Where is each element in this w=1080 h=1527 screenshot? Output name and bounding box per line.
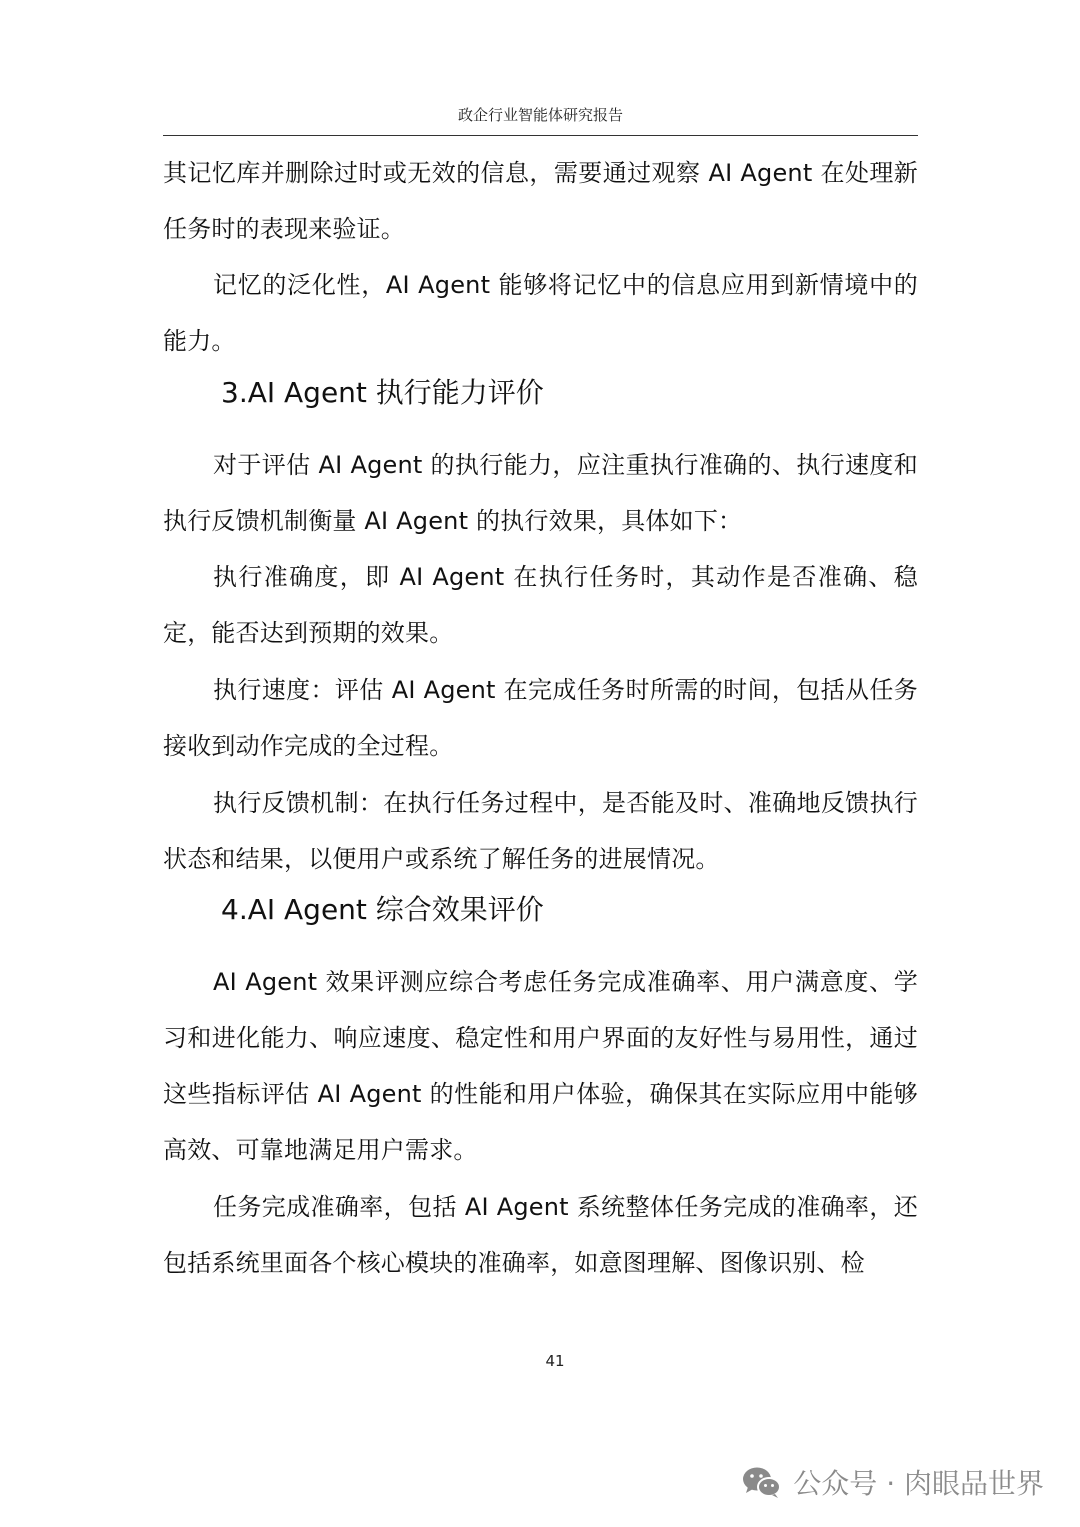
running-header: 政企行业智能体研究报告 [457, 106, 623, 124]
watermark [741, 1462, 1044, 1502]
wechat-icon [741, 1464, 783, 1500]
section-heading: 4.AI Agent 综合效果评价 [221, 893, 544, 926]
paragraph: 执行速度：评估 AI Agent 在完成任务时所需的时间，包括从任务接收到动作完成的全过程。 [163, 676, 918, 760]
header-rule [163, 135, 918, 136]
section-heading: 3.AI Agent 执行能力评价 [221, 376, 544, 409]
paragraph: 任务完成准确率，包括 AI Agent 系统整体任务完成的准确率，还包括系统里面各个核心模块的准确率，如意图理解、图像识别、检 [163, 1193, 918, 1277]
page-number: 41 [545, 1352, 565, 1370]
paragraph: 执行准确度，即 AI Agent 在执行任务时，其动作是否准确、稳定，能否达到预期的效果。 [163, 563, 918, 647]
paragraph: 其记忆库并删除过时或无效的信息，需要通过观察 AI Agent 在处理新任务时的表现来验证。 [163, 159, 918, 243]
paragraph: AI Agent 效果评测应综合考虑任务完成准确率、用户满意度、学习和进化能力、响应速度、稳定性和用户界面的友好性与易用性，通过这些指标评估 AI Agent 的性能和用户体验，确保其在实际应用中能够高效、可靠地满足用户需求。 [163, 968, 918, 1164]
paragraph: 执行反馈机制：在执行任务过程中，是否能及时、准确地反馈执行状态和结果，以便用户或系统了解任务的进展情况。 [163, 789, 918, 873]
paragraph: 记忆的泛化性，AI Agent 能够将记忆中的信息应用到新情境中的能力。 [163, 271, 918, 355]
paragraph: 对于评估 AI Agent 的执行能力，应注重执行准确的、执行速度和执行反馈机制衡量 AI Agent 的执行效果，具体如下： [163, 451, 918, 535]
watermark-text: 公众号 · 肉眼品世界 [793, 1467, 1044, 1500]
